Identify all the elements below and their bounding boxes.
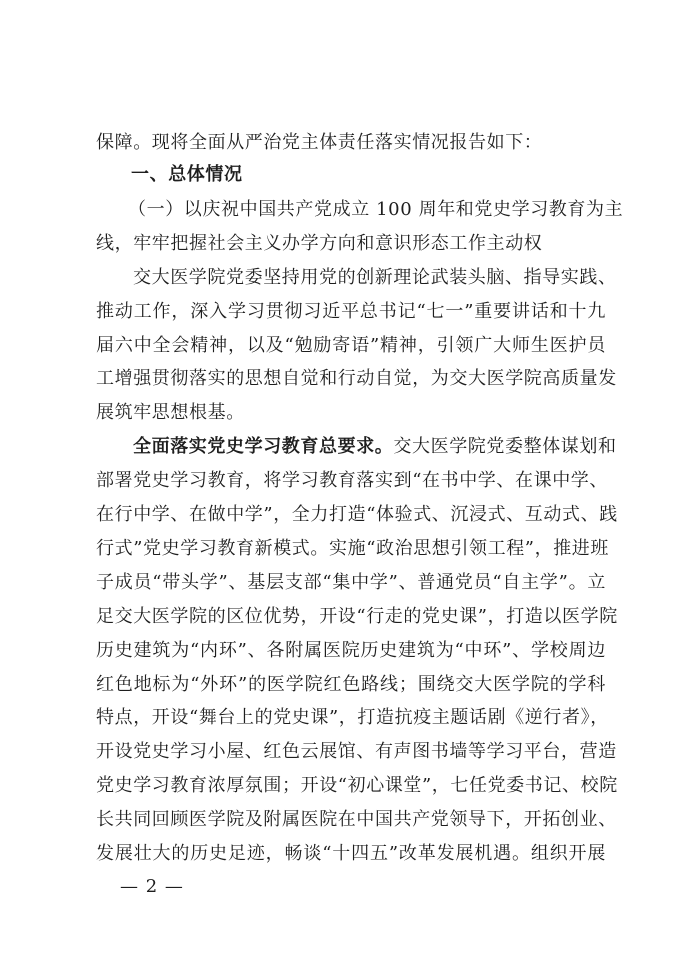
paragraph-line: 长共同回顾医学院及附属医院在中国共产党领导下，开拓创业、 [96, 809, 617, 830]
paragraph-line: 交大医学院党委坚持用党的创新理论武装头脑、指导实践、 [133, 267, 617, 288]
bold-lead: 全面落实党史学习教育总要求。 [133, 436, 394, 457]
paragraph-line: 部署党史学习教育，将学习教育落实到“在书中学、在课中学、 [96, 470, 608, 491]
paragraph-line: 开设党史学习小屋、红色云展馆、有声图书墙等学习平台，营造 [96, 741, 617, 762]
paragraph-line: 历史建筑为“内环”、各附属医院历史建筑为“中环”、学校周边 [96, 640, 606, 661]
subsection-heading: （一）以庆祝中国共产党成立 100 周年和党史学习教育为主 [128, 199, 624, 220]
paragraph-line: 交大医学院党委整体谋划和 [393, 436, 617, 457]
subsection-heading-cont: 线，牢牢把握社会主义办学方向和意识形态工作主动权 [96, 233, 543, 254]
paragraph-line: 工增强贯彻落实的思想自觉和行动自觉，为交大医学院高质量发 [96, 368, 617, 389]
paragraph-line: 子成员“带头学”、基层支部“集中学”、普通党员“自主学”。立 [96, 572, 606, 593]
paragraph-line: 党史学习教育浓厚氛围；开设“初心课堂”，七任党委书记、校院 [96, 775, 618, 796]
page-number: — 2 — [120, 876, 184, 897]
paragraph-line: 特点，开设“舞台上的党史课”，打造抗疫主题话剧《逆行者》， [96, 707, 609, 728]
paragraph-line: 保障。现将全面从严治党主体责任落实情况报告如下： [96, 132, 543, 153]
paragraph-line: 届六中全会精神，以及“勉励寄语”精神，引领广大师生医护员 [96, 335, 606, 356]
paragraph-line: 足交大医学院的区位优势，开设“行走的党史课”，打造以医学院 [96, 606, 618, 627]
paragraph-line: 推动工作，深入学习贯彻习近平总书记“七一”重要讲话和十九 [96, 301, 606, 322]
section-heading: 一、总体情况 [131, 164, 243, 185]
paragraph-line: 发展壮大的历史足迹，畅谈“十四五”改革发展机遇。组织开展 [96, 843, 606, 864]
paragraph-line: 红色地标为“外环”的医学院红色路线；围绕交大医学院的学科 [96, 674, 606, 695]
paragraph-line: 行式”党史学习教育新模式。实施“政治思想引领工程”，推进班 [96, 538, 610, 559]
paragraph-line: 展筑牢思想根基。 [96, 402, 245, 423]
paragraph-line: 在行中学、在做中学”，全力打造“体验式、沉浸式、互动式、践 [96, 504, 618, 525]
paragraph-first-line [133, 435, 617, 459]
